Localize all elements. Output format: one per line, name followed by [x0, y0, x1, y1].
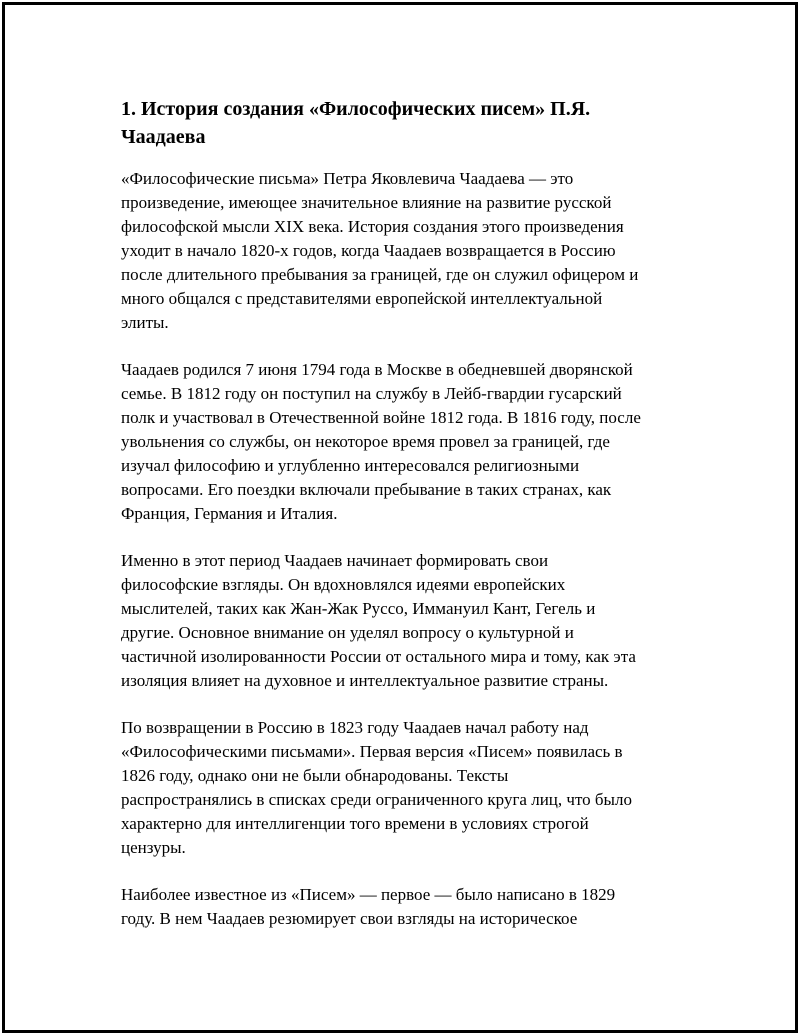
- text-line: изоляция влияет на духовное и интеллектуальное развитие страны.: [121, 671, 609, 690]
- paragraph: [121, 716, 696, 860]
- paragraph: [121, 167, 696, 335]
- text-line: характерно для интеллигенции того времени в условиях строгой: [121, 814, 589, 833]
- document-body: [121, 95, 696, 954]
- text-line: «Философическими письмами». Первая версия «Писем» появилась в: [121, 742, 623, 761]
- text-line: философской мысли XIX века. История создания этого произведения: [121, 217, 624, 236]
- page-frame: [2, 2, 798, 1033]
- text-line: «Философические письма» Петра Яковлевича Чаадаева — это: [121, 169, 574, 188]
- heading-line: 1. История создания «Философических писем» П.Я.: [121, 98, 591, 120]
- text-line: уходит в начало 1820-х годов, когда Чаадаев возвращается в Россию: [121, 241, 616, 260]
- text-line: произведение, имеющее значительное влияние на развитие русской: [121, 193, 612, 212]
- text-line: изучал философию и углубленно интересовался религиозными: [121, 456, 580, 475]
- paragraph: [121, 883, 696, 931]
- text-line: после длительного пребывания за границей, где он служил офицером и: [121, 265, 639, 284]
- text-line: частичной изолированности России от остального мира и тому, как эта: [121, 647, 636, 666]
- text-line: много общался с представителями европейской интеллектуальной: [121, 289, 603, 308]
- text-line: цензуры.: [121, 838, 186, 857]
- text-line: Чаадаев родился 7 июня 1794 года в Москве в обедневшей дворянской: [121, 360, 633, 379]
- paragraph: [121, 549, 696, 693]
- text-line: Именно в этот период Чаадаев начинает формировать свои: [121, 551, 549, 570]
- text-line: 1826 году, однако они не были обнародованы. Тексты: [121, 766, 509, 785]
- text-line: Наиболее известное из «Писем» — первое — было написано в 1829: [121, 885, 616, 904]
- text-line: мыслителей, таких как Жан-Жак Руссо, Иммануил Кант, Гегель и: [121, 599, 596, 618]
- text-line: году. В нем Чаадаев резюмирует свои взгляды на историческое: [121, 909, 578, 928]
- text-line: вопросами. Его поездки включали пребывание в таких странах, как: [121, 480, 612, 499]
- text-line: другие. Основное внимание он уделял вопросу о культурной и: [121, 623, 574, 642]
- section-heading: [121, 95, 696, 151]
- text-line: распространялись в списках среди ограниченного круга лиц, что было: [121, 790, 632, 809]
- text-line: По возвращении в Россию в 1823 году Чаадаев начал работу над: [121, 718, 589, 737]
- text-line: полк и участвовал в Отечественной войне 1812 года. В 1816 году, после: [121, 408, 641, 427]
- heading-line: Чаадаева: [121, 126, 206, 148]
- text-line: семье. В 1812 году он поступил на службу в Лейб-гвардии гусарский: [121, 384, 622, 403]
- text-line: увольнения со службы, он некоторое время провел за границей, где: [121, 432, 610, 451]
- text-line: Франция, Германия и Италия.: [121, 504, 338, 523]
- paragraph: [121, 358, 696, 526]
- text-line: элиты.: [121, 313, 169, 332]
- text-line: философские взгляды. Он вдохновлялся идеями европейских: [121, 575, 566, 594]
